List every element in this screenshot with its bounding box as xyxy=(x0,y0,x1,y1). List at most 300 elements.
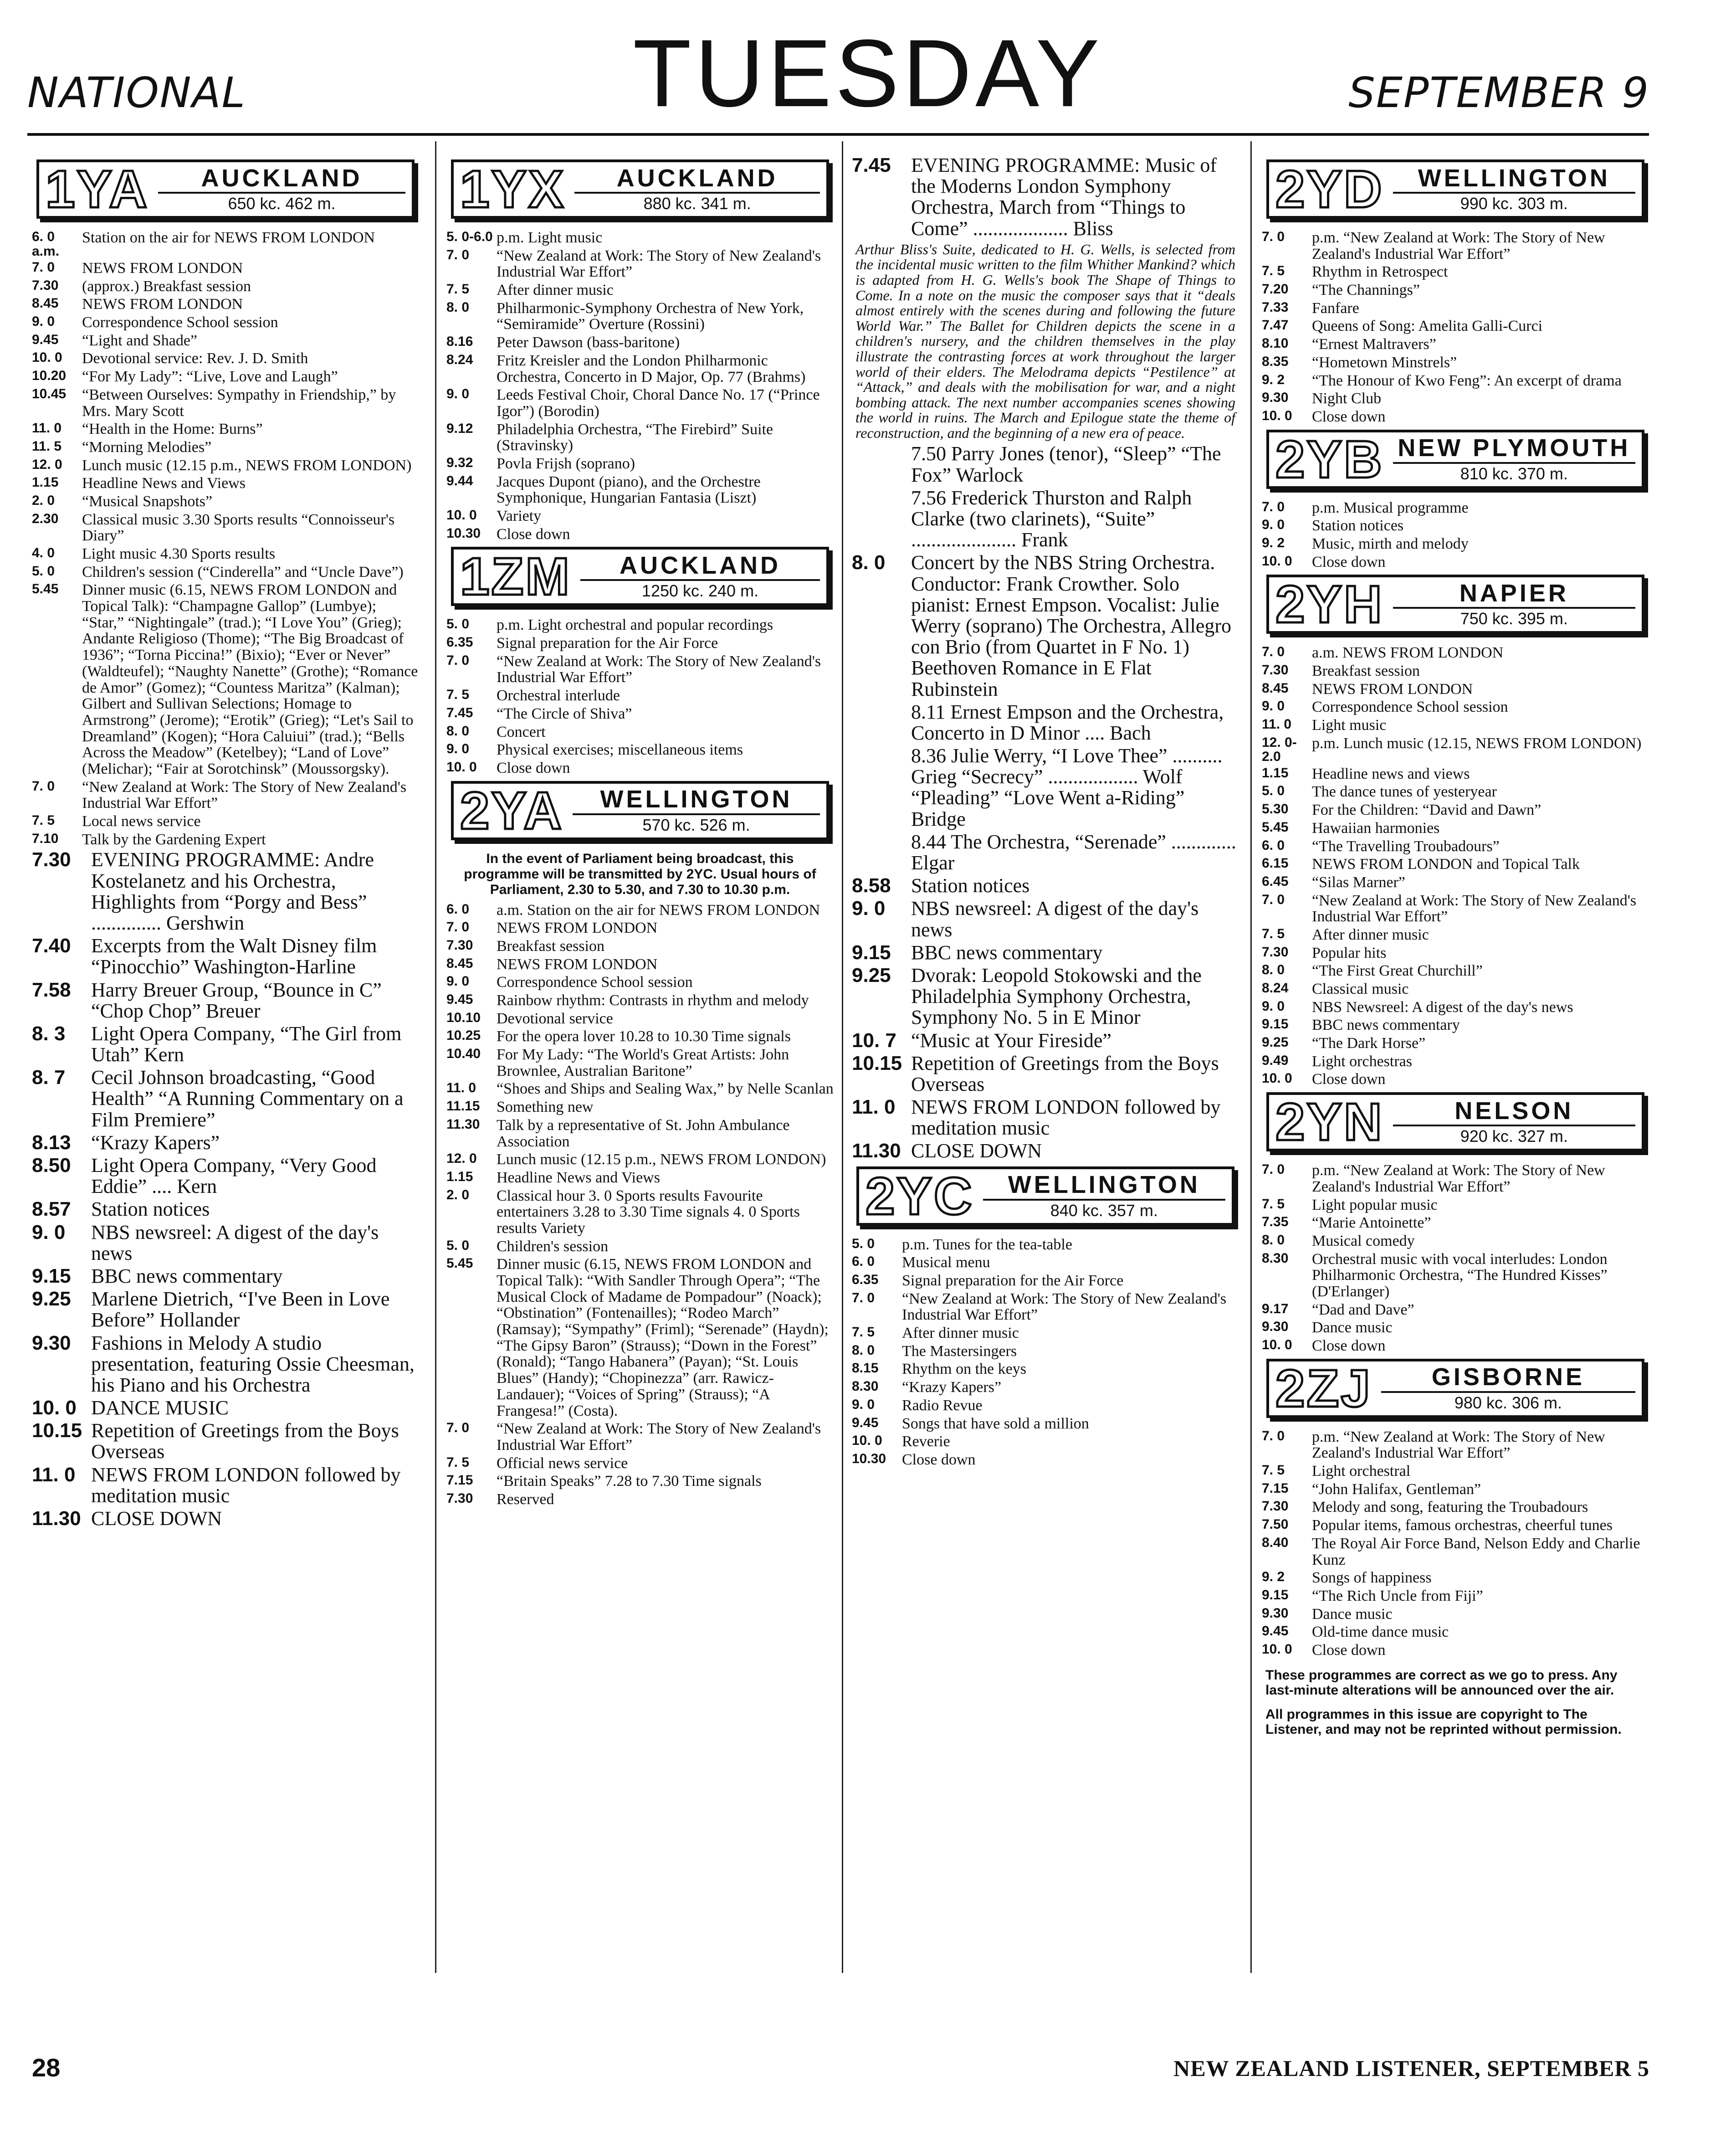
programme-time: 7. 0 xyxy=(1262,229,1285,244)
programme-entry xyxy=(446,230,834,246)
publication-footer: NEW ZEALAND LISTENER, SEPTEMBER 5 xyxy=(1173,2055,1649,2081)
programme-entry xyxy=(1262,963,1649,979)
programme-time: 7. 0 xyxy=(1262,1428,1285,1444)
programme-time: 8.13 xyxy=(32,1131,71,1154)
programme-title: “Music at Your Fireside” xyxy=(911,1029,1111,1052)
station-name: WELLINGTON xyxy=(573,786,820,815)
programme-entry xyxy=(1262,1302,1649,1318)
station-name: AUCKLAND xyxy=(574,165,820,194)
programme-title: “Dad and Dave” xyxy=(1312,1301,1414,1318)
programme-entry xyxy=(1262,264,1649,280)
programme-time: 10. 0 xyxy=(1262,1641,1292,1657)
programme-time: 9. 0 xyxy=(446,974,470,989)
programme-time: 9.25 xyxy=(852,964,891,986)
programme-title: Light orchestral xyxy=(1312,1463,1411,1480)
programme-entry xyxy=(446,387,834,419)
programme-title: Classical hour 3. 0 Sports results Favourite entertainers 3.28 to 3.30 Time signals 4. 0 Sports results Variety xyxy=(497,1187,800,1237)
programme-title: Variety xyxy=(497,508,542,524)
station-info xyxy=(983,1171,1225,1220)
programme-time: 8. 7 xyxy=(32,1066,66,1089)
programme-entry xyxy=(852,488,1239,551)
programme-title: “The Honour of Kwo Feng”: An excerpt of drama xyxy=(1312,372,1622,389)
programme-entry xyxy=(852,965,1239,1028)
programme-title: Popular hits xyxy=(1312,944,1387,961)
programme-time: 10. 0 xyxy=(446,508,477,523)
station-name: NEW PLYMOUTH xyxy=(1393,435,1635,463)
programme-title: BBC news commentary xyxy=(911,941,1103,964)
programme-title: Hawaiian harmonies xyxy=(1312,819,1440,837)
programme-time: 9. 0 xyxy=(446,386,470,402)
programme-entry xyxy=(1262,1320,1649,1336)
programme-entry xyxy=(852,1053,1239,1095)
programme-time: 7. 0 xyxy=(446,920,470,935)
programme-entry xyxy=(1262,230,1649,262)
programme-time xyxy=(852,488,911,551)
station-info xyxy=(580,552,820,601)
programme-time: 7. 0 xyxy=(32,778,55,794)
programme-title: Dinner music (6.15, NEWS FROM LONDON and Topical Talk): “Champagne Gallop” (Lumbye); “Star,” “Nightingale” (trad.); “I Love You” (Grieg); Andante Religioso (Thome); “The Big Broadcast of 1936”; “Torna Piccina!” (Bixio); “Ever or Never” (Waldteufel); “Naughty Nanette” (Grothe); “Romance de Amor” (Gomez); “Countess Maritza” (Kalman); Gilbert and Sullivan Selections; Homage to Armstrong” (Jerome); “Erotik” (Grieg); “Let's Sail to Dreamland” (Kogen); “Hora Caluiui” (trad.); “Bells Across the Meadow” (Ketelbey); “Land of Love” (Melichar); “Fair at Sorotchinsk” (Moussorgsky). xyxy=(82,581,418,777)
programme-time: 7.20 xyxy=(1262,282,1289,297)
station-call-sign: 2YA xyxy=(460,781,564,840)
programme-entry xyxy=(852,1097,1239,1139)
programme-title: “Britain Speaks” 7.28 to 7.30 Time signals xyxy=(497,1473,762,1490)
programme-title: Excerpts from the Walt Disney film “Pinocchio” Washington-Harline xyxy=(91,935,377,978)
programme-note: Arthur Bliss's Suite, dedicated to H. G. Wells, is selected from the incidental music written to the film Whither Mankind? which is adapted from H. G. Wells's book The Shape of Things to Come. In a note on the music the composer says that it “deals almost entirely with the scenes during and following the future World War.” The Ballet for Children depicts the scene in a children's nursery, and the children themselves in the play illustrate the contrasting forces at work throughout the larger world of their elders. The Melodrama depicts “Pestilence” at “Attack,” and deals with the mobilisation for war, and a night bombing attack. The next number accompanies scenes showing the world in ruins. The March and Epilogue state the theme of reconstruction, and the beginning of a new era of peace. xyxy=(855,241,1235,441)
programme-time: 6.35 xyxy=(852,1272,879,1288)
programme-time: 7.45 xyxy=(446,705,473,720)
programme-title: Rhythm on the keys xyxy=(902,1361,1026,1378)
programme-time: 11. 5 xyxy=(32,438,62,454)
programme-entry xyxy=(1262,838,1649,855)
programme-entry xyxy=(32,1289,419,1330)
programme-entry xyxy=(446,526,834,543)
programme-entry xyxy=(446,421,834,454)
programme-title: Night Club xyxy=(1312,390,1382,407)
programme-entry xyxy=(1262,893,1649,925)
programme-entry xyxy=(852,1140,1239,1161)
programme-entry xyxy=(852,1030,1239,1051)
programme-title: “Marie Antoinette” xyxy=(1312,1214,1431,1232)
programme-title: Philharmonic-Symphony Orchestra of New York, “Semiramide” Overture (Rossini) xyxy=(497,299,804,333)
programme-title: “Shoes and Ships and Sealing Wax,” by Nelle Scanlan xyxy=(497,1080,834,1098)
programme-entry xyxy=(1262,1197,1649,1213)
programme-entry xyxy=(32,421,419,437)
programme-entry xyxy=(1262,409,1649,425)
programme-time: 4. 0 xyxy=(32,545,55,560)
programme-title: DANCE MUSIC xyxy=(91,1397,229,1419)
programme-title: Songs that have sold a million xyxy=(902,1415,1089,1432)
programme-time: 10. 0 xyxy=(32,1397,77,1419)
station-header xyxy=(36,159,415,219)
programme-title: BBC news commentary xyxy=(1312,1017,1460,1034)
programme-time: 8.58 xyxy=(852,874,891,897)
page-title: TUESDAY xyxy=(633,20,1103,127)
station-call-sign: 2YC xyxy=(865,1166,974,1226)
programme-time: 7.30 xyxy=(1262,944,1289,960)
programme-time: 7. 5 xyxy=(1262,1463,1285,1478)
programme-time: 5.45 xyxy=(32,581,59,597)
station-header xyxy=(856,1166,1234,1226)
programme-entry xyxy=(1262,1233,1649,1249)
programme-time: 7. 0 xyxy=(1262,644,1285,660)
programme-title: Reverie xyxy=(902,1433,950,1450)
programme-title: Peter Dawson (bass-baritone) xyxy=(497,334,680,351)
station-header xyxy=(1266,159,1644,219)
programme-entry xyxy=(1262,1017,1649,1033)
programme-entry xyxy=(1262,1642,1649,1659)
programme-title: “Hometown Minstrels” xyxy=(1312,354,1457,371)
column-2 xyxy=(446,155,834,1510)
programme-title: Concert by the NBS String Orchestra. Conductor: Frank Crowther. Solo pianist: Ernest Empson. Vocalist: Julie Werry (soprano) The Orchestra, Allegro con Brio (from Quartet in F No. 1) Beethoven Romance in E Flat Rubinstein xyxy=(911,551,1232,700)
programme-entry xyxy=(1262,981,1649,997)
programme-entry xyxy=(1262,1570,1649,1586)
programme-time: 7. 0 xyxy=(1262,1162,1285,1177)
programme-title: NEWS FROM LONDON xyxy=(497,920,658,937)
programme-time: 10.30 xyxy=(852,1451,886,1466)
column-3 xyxy=(852,155,1239,1470)
programme-time: 7. 0 xyxy=(446,1420,470,1436)
programme-time: 11. 0 xyxy=(446,1080,476,1096)
programme-time: 7.30 xyxy=(1262,1499,1289,1514)
programme-time: 10.10 xyxy=(446,1010,481,1025)
station-info xyxy=(574,165,820,214)
programme-title: “New Zealand at Work: The Story of New Zealand's Industrial War Effort” xyxy=(497,652,821,686)
programme-entry xyxy=(32,439,419,456)
programme-title: Headline News and Views xyxy=(497,1169,660,1186)
programme-entry xyxy=(852,443,1239,485)
programme-time: 9.30 xyxy=(32,1331,71,1354)
programme-time: 10. 0 xyxy=(1262,1071,1292,1086)
programme-entry xyxy=(1262,874,1649,891)
programme-title: 8.11 Ernest Empson and the Orchestra, Concerto in D Minor .... Bach xyxy=(911,700,1224,744)
programme-time: 8. 0 xyxy=(446,723,470,739)
programme-title: Close down xyxy=(1312,553,1386,570)
programme-entry xyxy=(1262,645,1649,661)
programme-title: Dinner music (6.15, NEWS FROM LONDON and Topical Talk): “With Sandler Through Opera”; “The Musical Clock of Madame de Pompadour” (Noack); “Obstination” (Fontenailles); “Rodeo March” (Ramsay); “Sympathy” (Friml); “Serenade” (Haydn); “The Gipsy Baron” (Strauss); “Down in the Forest” (Ronald); “Tango Habanera” (Payan); “St. Louis Blues” (Handy); “Chopinezza” (arr. Rawicz-Landauer); “Voices of Spring” (Strauss); “A Frangesa!” (Costa). xyxy=(497,1256,829,1419)
programme-time: 9.45 xyxy=(1262,1623,1289,1639)
programme-time: 9. 0 xyxy=(1262,998,1285,1014)
programme-entry xyxy=(446,282,834,298)
programme-title: NEWS FROM LONDON followed by meditation music xyxy=(911,1096,1221,1140)
station-header xyxy=(451,547,829,606)
programme-time: 8. 0 xyxy=(852,551,886,574)
programme-title: Close down xyxy=(1312,1337,1386,1354)
programme-entry xyxy=(446,248,834,280)
programme-title: p.m. Light music xyxy=(497,229,603,246)
programme-time: 7.45 xyxy=(852,155,891,176)
programme-time: 9.15 xyxy=(1262,1017,1289,1032)
programme-entry xyxy=(1262,766,1649,782)
programme-title: 7.56 Frederick Thurston and Ralph Clarke (two clarinets), “Suite” ..................... Frank xyxy=(911,486,1192,551)
programme-title: Signal preparation for the Air Force xyxy=(497,635,718,652)
programme-time: 8.24 xyxy=(1262,981,1289,996)
programme-time: 7.35 xyxy=(1262,1214,1289,1230)
programme-time: 9.44 xyxy=(446,473,473,488)
programme-title: “Light and Shade” xyxy=(82,332,198,349)
programme-title: Old-time dance music xyxy=(1312,1623,1449,1641)
programme-time xyxy=(852,745,911,830)
programme-title: Lunch music (12.15 p.m., NEWS FROM LONDON) xyxy=(497,1151,826,1168)
programme-entry xyxy=(852,1397,1239,1414)
programme-time: 5.45 xyxy=(446,1256,473,1271)
programme-time: 11. 0 xyxy=(1262,717,1292,732)
programme-title: EVENING PROGRAMME: Andre Kostelanetz and his Orchestra, Highlights from “Porgy and Bess” .............. Gershwin xyxy=(91,848,374,934)
programme-entry xyxy=(32,369,419,385)
programme-time: 10. 0 xyxy=(1262,553,1292,569)
programme-entry xyxy=(32,1199,419,1220)
programme-title: p.m. “New Zealand at Work: The Story of New Zealand's Industrial War Effort” xyxy=(1312,1162,1605,1195)
column-divider xyxy=(435,141,436,1973)
programme-entry xyxy=(1262,999,1649,1016)
programme-time: 11.15 xyxy=(446,1099,480,1114)
programme-time: 7. 5 xyxy=(1262,926,1285,941)
programme-time: 9.30 xyxy=(1262,1605,1289,1621)
programme-time: 7.30 xyxy=(32,848,71,871)
programme-title: Melody and song, featuring the Troubadours xyxy=(1312,1499,1588,1516)
programme-entry xyxy=(446,1117,834,1150)
programme-title: p.m. Musical programme xyxy=(1312,499,1469,516)
programme-entry xyxy=(446,1028,834,1045)
station-frequency: 750 kc. 395 m. xyxy=(1460,609,1568,628)
programme-entry xyxy=(32,779,419,812)
programme-title: “New Zealand at Work: The Story of New Zealand's Industrial War Effort” xyxy=(1312,892,1637,925)
programme-title: NBS Newsreel: A digest of the day's news xyxy=(1312,998,1573,1016)
programme-time: 7. 0 xyxy=(446,247,470,262)
programme-entry xyxy=(446,1256,834,1419)
programme-title: The Royal Air Force Band, Nelson Eddy and Charlie Kunz xyxy=(1312,1535,1640,1568)
station-call-sign: 2YN xyxy=(1275,1092,1384,1152)
programme-entry xyxy=(446,456,834,472)
parliament-notice: In the event of Parliament being broadcast, this programme will be transmitted by 2YC. Usual hours of Parliament, 2.30 to 5.30, and 7.30 to 10.30 p.m. xyxy=(464,851,816,897)
programme-time: 10.15 xyxy=(32,1419,82,1442)
programme-time xyxy=(852,702,911,744)
programme-entry xyxy=(446,1081,834,1097)
programme-entry xyxy=(446,353,834,385)
station-info xyxy=(1393,1098,1635,1146)
programme-entry xyxy=(852,155,1239,239)
programme-title: “Silas Marner” xyxy=(1312,873,1405,891)
date-label: SEPTEMBER 9 xyxy=(1348,68,1649,117)
programme-entry xyxy=(32,1067,419,1130)
programme-title: p.m. Light orchestral and popular recordings xyxy=(497,616,773,634)
station-info xyxy=(1381,1364,1635,1413)
programme-entry xyxy=(32,230,419,258)
programme-entry xyxy=(1262,500,1649,516)
programme-entry xyxy=(32,512,419,544)
programme-time: 5.30 xyxy=(1262,801,1289,817)
programme-title: Close down xyxy=(902,1451,976,1468)
programme-entry xyxy=(446,938,834,955)
programme-entry xyxy=(446,974,834,991)
programme-title: “New Zealand at Work: The Story of New Zealand's Industrial War Effort” xyxy=(82,778,407,812)
column-divider xyxy=(842,141,843,1973)
programme-title: Dance music xyxy=(1312,1319,1393,1336)
programme-title: Classical music xyxy=(1312,981,1409,997)
programme-title: For the Children: “David and Dawn” xyxy=(1312,801,1541,819)
programme-time: 7. 0 xyxy=(1262,499,1285,514)
programme-title: Popular items, famous orchestras, cheerful tunes xyxy=(1312,1517,1613,1534)
station-frequency: 570 kc. 526 m. xyxy=(642,815,750,834)
programme-title: Reserved xyxy=(497,1490,554,1508)
programme-entry xyxy=(1262,1429,1649,1461)
programme-entry xyxy=(1262,1162,1649,1195)
programme-entry xyxy=(852,1237,1239,1253)
programme-time: 6. 0 a.m. xyxy=(32,229,60,259)
programme-time: 7. 0 xyxy=(446,652,470,668)
programme-time: 11.30 xyxy=(32,1507,81,1530)
programme-entry xyxy=(852,1433,1239,1450)
programme-title: “Health in the Home: Burns” xyxy=(82,421,263,438)
programme-entry xyxy=(1262,1071,1649,1088)
programme-entry xyxy=(1262,1035,1649,1052)
programme-entry xyxy=(446,1099,834,1115)
programme-title: Light music 4.30 Sports results xyxy=(82,545,276,562)
programme-title: Local news service xyxy=(82,813,201,830)
programme-entry xyxy=(32,1397,419,1418)
programme-time: 7. 5 xyxy=(32,813,55,828)
programme-title: Light Opera Company, “Very Good Eddie” .... Kern xyxy=(91,1154,377,1198)
page-number: 28 xyxy=(32,2053,61,2082)
programme-time: 9.15 xyxy=(32,1264,71,1287)
programme-time: 10.25 xyxy=(446,1028,481,1043)
programme-title: Cecil Johnson broadcasting, “Good Health” “A Running Commentary on a Film Premiere” xyxy=(91,1066,404,1131)
programme-entry xyxy=(446,742,834,758)
programme-title: The dance tunes of yesteryear xyxy=(1312,783,1497,801)
programme-entry xyxy=(446,902,834,919)
programme-time: 7. 5 xyxy=(1262,263,1285,279)
programme-entry xyxy=(446,1238,834,1255)
programme-time: 10. 0 xyxy=(446,759,477,775)
programme-entry xyxy=(1262,1481,1649,1498)
programme-title: Light popular music xyxy=(1312,1196,1438,1213)
programme-entry xyxy=(1262,318,1649,334)
programme-entry xyxy=(32,564,419,580)
programme-time: 7. 5 xyxy=(446,687,470,703)
programme-time: 9. 0 xyxy=(32,1221,66,1243)
station-name: AUCKLAND xyxy=(158,165,405,194)
column-divider xyxy=(1250,141,1252,1973)
programme-title: “The Channings” xyxy=(1312,282,1420,299)
programme-title: Marlene Dietrich, “I've Been in Love Before” Hollander xyxy=(91,1288,390,1331)
station-call-sign: 2YH xyxy=(1275,575,1384,634)
programme-time: 5. 0 xyxy=(446,1238,470,1253)
station-call-sign: 2YD xyxy=(1275,159,1384,219)
programme-title: Headline News and Views xyxy=(82,475,246,492)
programme-title: Repetition of Greetings from the Boys Overseas xyxy=(911,1052,1219,1095)
programme-title: Children's session (“Cinderella” and “Uncle Dave”) xyxy=(82,563,404,580)
programme-time: 10. 0 xyxy=(32,350,62,365)
programme-title: The Mastersingers xyxy=(902,1342,1017,1360)
programme-entry xyxy=(1262,354,1649,371)
station-header xyxy=(1266,1359,1644,1418)
programme-entry xyxy=(1262,927,1649,943)
programme-entry xyxy=(446,1151,834,1168)
programme-time: 11. 0 xyxy=(32,1463,76,1486)
programme-time: 8.57 xyxy=(32,1198,71,1221)
programme-entry xyxy=(1262,784,1649,800)
programme-entry xyxy=(1262,945,1649,961)
programme-title: Close down xyxy=(497,759,570,776)
programme-time: 9. 0 xyxy=(1262,517,1285,533)
programme-title: “John Halifax, Gentleman” xyxy=(1312,1480,1481,1498)
programme-time: 10.30 xyxy=(446,525,481,541)
programme-title: Breakfast session xyxy=(497,937,605,955)
programme-title: Orchestral music with vocal interludes: London Philharmonic Orchestra, “The Hundred Kisses” (D'Erlanger) xyxy=(1312,1250,1608,1300)
programme-title: NEWS FROM LONDON and Topical Talk xyxy=(1312,856,1580,873)
programme-title: NEWS FROM LONDON xyxy=(1312,680,1473,698)
programme-title: “The Circle of Shiva” xyxy=(497,705,632,722)
programme-entry xyxy=(32,980,419,1022)
programme-title: Physical exercises; miscellaneous items xyxy=(497,741,743,759)
programme-title: Jacques Dupont (piano), and the Orchestre Symphonique, Hungarian Fantasia (Liszt) xyxy=(497,473,761,507)
programme-title: After dinner music xyxy=(497,282,614,299)
programme-time: 9. 0 xyxy=(446,741,470,757)
programme-title: Breakfast session xyxy=(1312,663,1420,679)
programme-entry xyxy=(446,760,834,776)
programme-entry xyxy=(1262,282,1649,298)
programme-time: 8.24 xyxy=(446,352,473,367)
programme-time: 9.25 xyxy=(32,1288,71,1310)
programme-entry xyxy=(446,920,834,936)
station-call-sign: 1YA xyxy=(46,159,149,219)
programme-title: “Ernest Maltravers” xyxy=(1312,336,1436,353)
station-frequency: 880 kc. 341 m. xyxy=(643,194,751,213)
programme-title: NEWS FROM LONDON followed by meditation music xyxy=(91,1463,401,1507)
programme-time: 9. 2 xyxy=(1262,372,1285,387)
programme-title: “Krazy Kapers” xyxy=(91,1131,220,1154)
station-frequency: 990 kc. 303 m. xyxy=(1460,194,1568,213)
programme-time: 9.49 xyxy=(1262,1053,1289,1068)
programme-time: 9.25 xyxy=(1262,1035,1289,1050)
programme-title: a.m. NEWS FROM LONDON xyxy=(1312,644,1504,662)
programme-time: 9. 2 xyxy=(1262,1569,1285,1585)
programme-time: 10. 0 xyxy=(1262,1337,1292,1352)
programme-time: 9.30 xyxy=(1262,390,1289,406)
programme-title: Official news service xyxy=(497,1454,628,1472)
station-name: NAPIER xyxy=(1393,580,1635,609)
programme-title: “New Zealand at Work: The Story of New Zealand's Industrial War Effort” xyxy=(902,1290,1227,1324)
programme-entry xyxy=(1262,717,1649,734)
programme-time: 7. 5 xyxy=(1262,1196,1285,1212)
programme-entry xyxy=(1262,1463,1649,1479)
programme-title: CLOSE DOWN xyxy=(911,1140,1042,1162)
programme-title: NBS newsreel: A digest of the day's news xyxy=(91,1221,379,1264)
programme-entry xyxy=(446,688,834,704)
programme-entry xyxy=(446,653,834,686)
programme-title: Station notices xyxy=(91,1198,210,1221)
programme-title: Fashions in Melody A studio presentation, featuring Ossie Cheesman, his Piano and his Orchestra xyxy=(91,1331,415,1396)
programme-entry xyxy=(446,1491,834,1508)
programme-time: 6.35 xyxy=(446,635,473,650)
programme-time: 8. 0 xyxy=(852,1342,875,1358)
programme-entry xyxy=(1262,1606,1649,1623)
programme-entry xyxy=(1262,1588,1649,1604)
programme-title: After dinner music xyxy=(902,1325,1019,1342)
programme-entry xyxy=(852,745,1239,830)
programme-time: 8.10 xyxy=(1262,336,1289,351)
programme-title: Devotional service: Rev. J. D. Smith xyxy=(82,350,308,367)
programme-title: NEWS FROM LONDON xyxy=(82,260,243,277)
programme-entry xyxy=(32,457,419,474)
programme-title: Close down xyxy=(497,525,570,543)
programme-time: 8.35 xyxy=(1262,354,1289,369)
programme-entry xyxy=(852,898,1239,940)
programme-entry xyxy=(32,387,419,419)
programme-title: Philadelphia Orchestra, “The Firebird” Suite (Stravinsky) xyxy=(497,421,773,454)
programme-entry xyxy=(1262,373,1649,389)
station-frequency: 980 kc. 306 m. xyxy=(1454,1393,1562,1412)
programme-entry xyxy=(32,278,419,295)
